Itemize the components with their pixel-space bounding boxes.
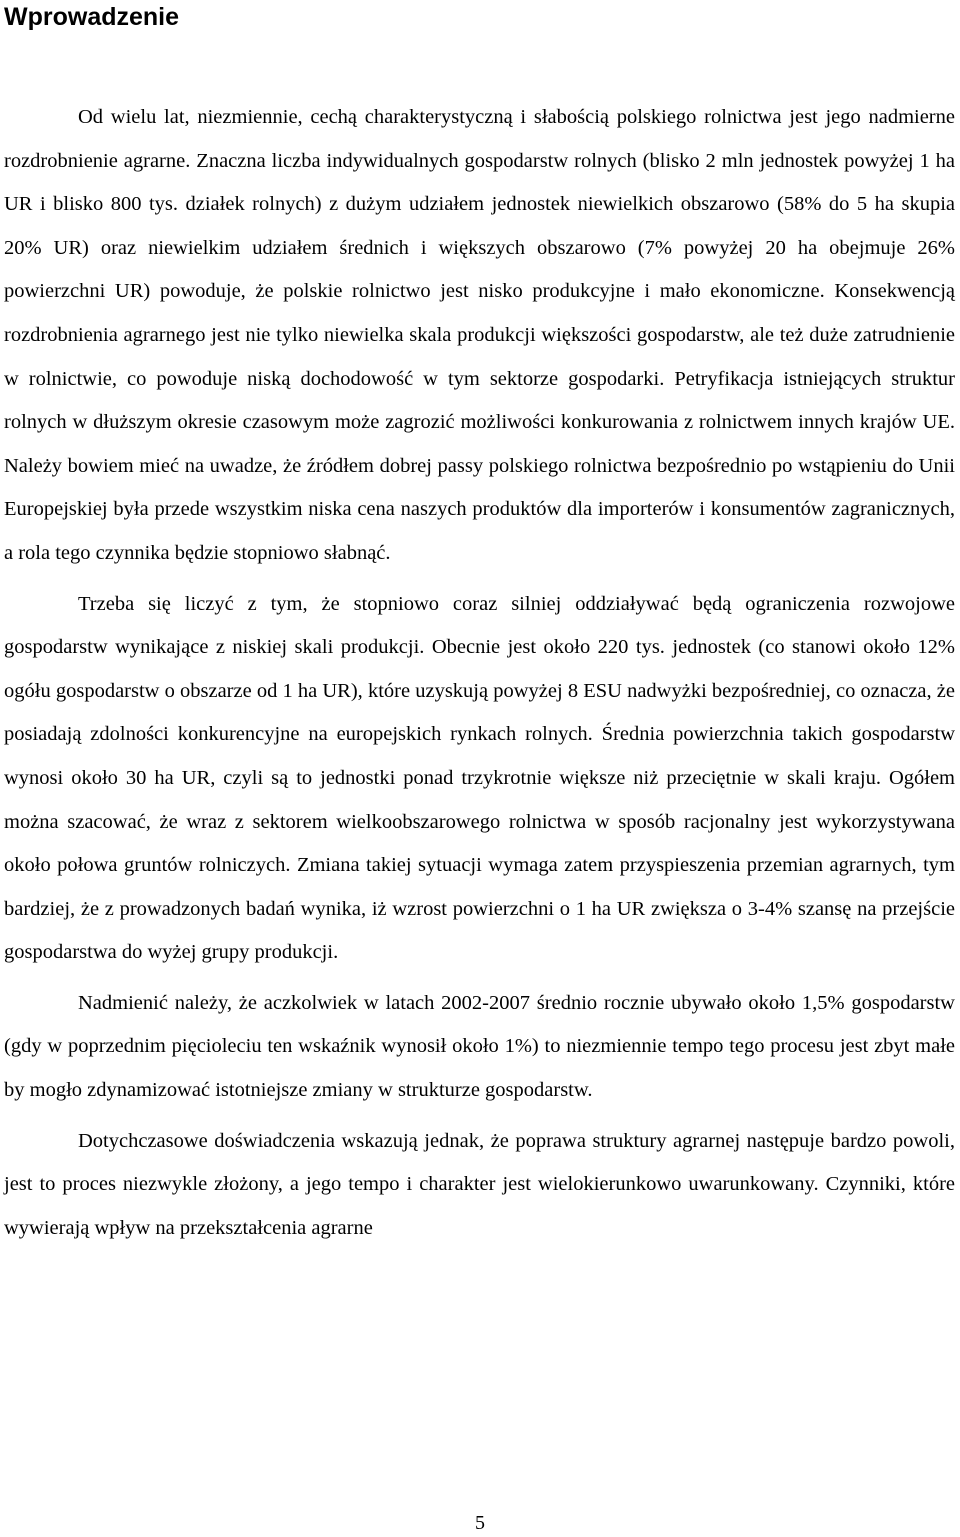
paragraph-1: Od wielu lat, niezmiennie, cechą charakterystyczną i słabością polskiego rolnictwa jest jego nadmierne rozdrobnienie agrarne. Znaczna liczba indywidualnych gospodarstw rolnych (blisko 2 mln jednostek powyżej 1 ha UR i blisko 800 tys. działek rolnych) z dużym udziałem jednostek niewielkich obszarowo (58% do 5 ha skupia 20% UR) oraz niewielkim udziałem średnich i większych obszarowo (7% powyżej 20 ha obejmuje 26% powierzchni UR) powoduje, że polskie rolnictwo jest nisko produkcyjne i mało ekonomiczne. Konsekwencją rozdrobnienia agrarnego jest nie tylko niewielka skala produkcji większości gospodarstw, ale też duże zatrudnienie w rolnictwie, co powoduje niską dochodowość w tym sektorze gospodarki. Petryfikacja istniejących struktur rolnych w dłuższym okresie czasowym może zagrozić możliwości konkurowania z rolnictwem innych krajów UE. Należy bowiem mieć na uwadze, że źródłem dobrej passy polskiego rolnictwa bezpośrednio po wstąpieniu do Unii Europejskiej była przede wszystkim niska cena naszych produktów dla importerów i konsumentów zagranicznych, a rola tego czynnika będzie stopniowo słabnąć. (4, 106, 955, 564)
section-heading: Wprowadzenie (4, 3, 180, 31)
paragraph-2: Trzeba się liczyć z tym, że stopniowo coraz silniej oddziaływać będą ograniczenia rozwojowe gospodarstw wynikające z niskiej skali produkcji. Obecnie jest około 220 tys. jednostek (co stanowi około 12% ogółu gospodarstw o obszarze od 1 ha UR), które uzyskują powyżej 8 ESU nadwyżki bezpośredniej, co oznacza, że posiadają zdolności konkurencyjne na europejskich rynkach rolnych. Średnia powierzchnia takich gospodarstw wynosi około 30 ha UR, czyli są to jednostki ponad trzykrotnie większe niż przeciętnie w skali kraju. Ogółem można szacować, że wraz z sektorem wielkoobszarowego rolnictwa w sposób racjonalny jest wykorzystywana około połowa gruntów rolniczych. Zmiana takiej sytuacji wymaga zatem przyspieszenia przemian agrarnych, tym bardziej, że z prowadzonych badań wynika, iż wzrost powierzchni o 1 ha UR zwiększa o 3-4% szansę na przejście gospodarstwa do wyżej grupy produkcji. (4, 592, 955, 964)
page-number: 5 (475, 1512, 485, 1534)
paragraph-3: Nadmienić należy, że aczkolwiek w latach 2002-2007 średnio rocznie ubywało około 1,5% gospodarstw (gdy w poprzednim pięcioleciu ten wskaźnik wynosił około 1%) to niezmiennie tempo tego procesu jest zbyt małe by mogło zdynamizować istotniejsze zmiany w strukturze gospodarstw. (4, 991, 955, 1102)
paragraph-4: Dotychczasowe doświadczenia wskazują jednak, że poprawa struktury agrarnej następuje bardzo powoli, jest to proces niezwykle złożony, a jego tempo i charakter jest wielokierunkowo uwarunkowany. Czynniki, które wywierają wpływ na przekształcenia agrarne (4, 1129, 955, 1239)
body-text (4, 96, 955, 1250)
